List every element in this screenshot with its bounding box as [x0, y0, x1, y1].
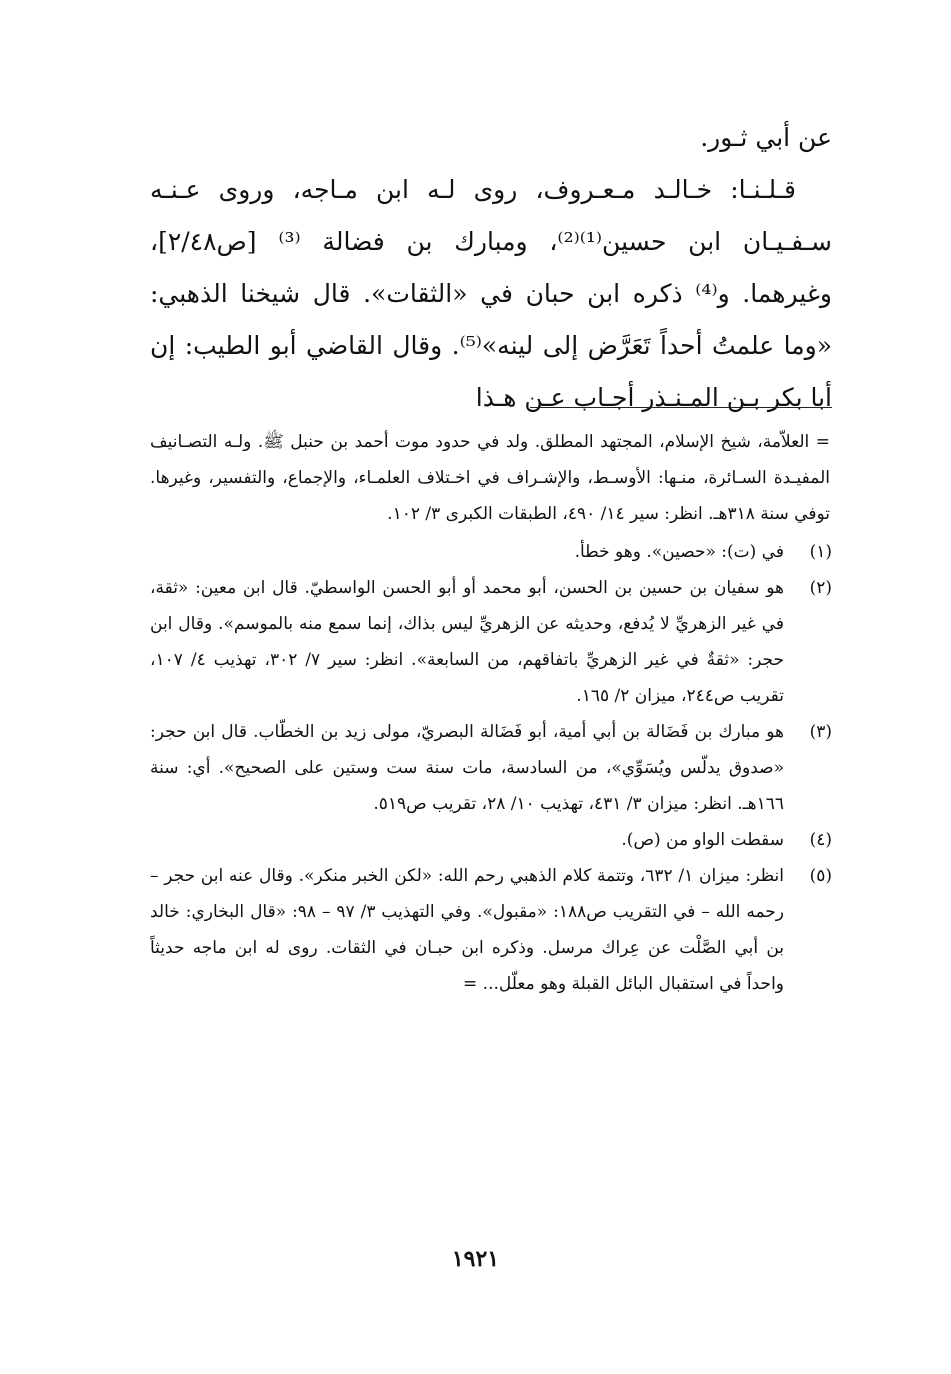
footnote-number: (٥) [809, 866, 832, 886]
footnote-text: في (ت): «حصين». وهو خطأ. [574, 542, 784, 562]
footnote-5 [150, 858, 832, 1002]
footnote-number: (٢) [809, 578, 832, 598]
main-text [150, 112, 832, 424]
footnote-4 [150, 822, 832, 858]
main-text-first-line: عن أبي ثـور. [700, 123, 832, 152]
footnote-number: (٤) [809, 830, 832, 850]
footnotes [150, 424, 832, 1002]
footnote-text: هو سفيان بن حسين بن الحسن، أبو محمد أو أبو الحسن الواسطيّ. قال ابن معين: «ثقة، في غير الزهريِّ لا يُدفع، وحديثه عن الزهريِّ ليس بذاك، إنما سمع منه بالموسم». وقال ابن حجر: «ثقةٌ في غير الزهريِّ باتفاقهم، من السابعة». انظر: سير ٧/ ٣٠٢، تهذيب ٤/ ١٠٧، تقريب ص٢٤٤، ميزان ٢/ ١٦٥. [150, 578, 784, 706]
footnote-text: انظر: ميزان ١/ ٦٣٢، وتتمة كلام الذهبي رحم الله: «لكن الخبر منكر». وقال عنه ابن حجر – رحمه الله – في التقريب ص١٨٨: «مقبول». وفي التهذيب ٣/ ٩٧ – ٩٨: «قال البخاري: خالد بن أبي الصَّلْت عن عِراك مرسل. وذكره ابن حبـان في الثقات. روى له ابن ماجه حديثاً واحداً في استقبال البائل القبلة وهو معلّل... = [150, 866, 785, 994]
footnote-1 [150, 534, 832, 570]
footnote-number: (٣) [809, 722, 832, 742]
footnote-text: سقطت الواو من (ص). [621, 830, 784, 850]
main-text-paragraph: قـلـنـا: خـالـد مـعـروف، روى لـه ابن مـاجه، وروى عـنـه سـفـيـان ابن حسين⁽¹⁾⁽²⁾، ومبارك بن فضالة ⁽³⁾ [ص٢/٤٨]، وغيرهما. و⁽⁴⁾ ذكره ابن حبان في «الثقات». قال شيخنا الذهبي: «وما علمتُ أحداً تَعَرَّض إلى لينه»⁽⁵⁾. وقال القاضي أبو الطيب: إن أبا بكر بـن المـنـذر أجـاب عـن هـذا [150, 175, 832, 412]
footnote-continuation: = العلاّمة، شيخ الإسلام، المجتهد المطلق. ولد في حدود موت أحمد بن حنبل ﷺ. ولـه التصـانيف المفيـدة السـائرة، منـها: الأوسـط، والإشـراف في اخـتلاف العلمـاء، والإجماع، والتفسير، وغيرها. توفي سنة ٣١٨هـ. انظر: سير ١٤/ ٤٩٠، الطبقات الكبرى ٣/ ١٠٢. [150, 432, 830, 524]
footnote-2 [150, 570, 832, 714]
footnote-3 [150, 714, 832, 822]
page-number: ١٩٢١ [451, 1246, 500, 1272]
footnote-number: (١) [809, 542, 832, 562]
footnote-text: هو مبارك بن فَضَالة بن أبي أمية، أبو فَضَالة البصريّ، مولى زيد بن الخطّاب. قال ابن حجر: «صدوق يدلّس ويُسَوِّي»، من السادسة، مات سنة ست وستين على الصحيح». أي: سنة ١٦٦هـ. انظر: ميزان ٣/ ٤٣١، تهذيب ١٠/ ٢٨، تقريب ص٥١٩. [150, 722, 784, 814]
footnote-separator [530, 407, 832, 408]
